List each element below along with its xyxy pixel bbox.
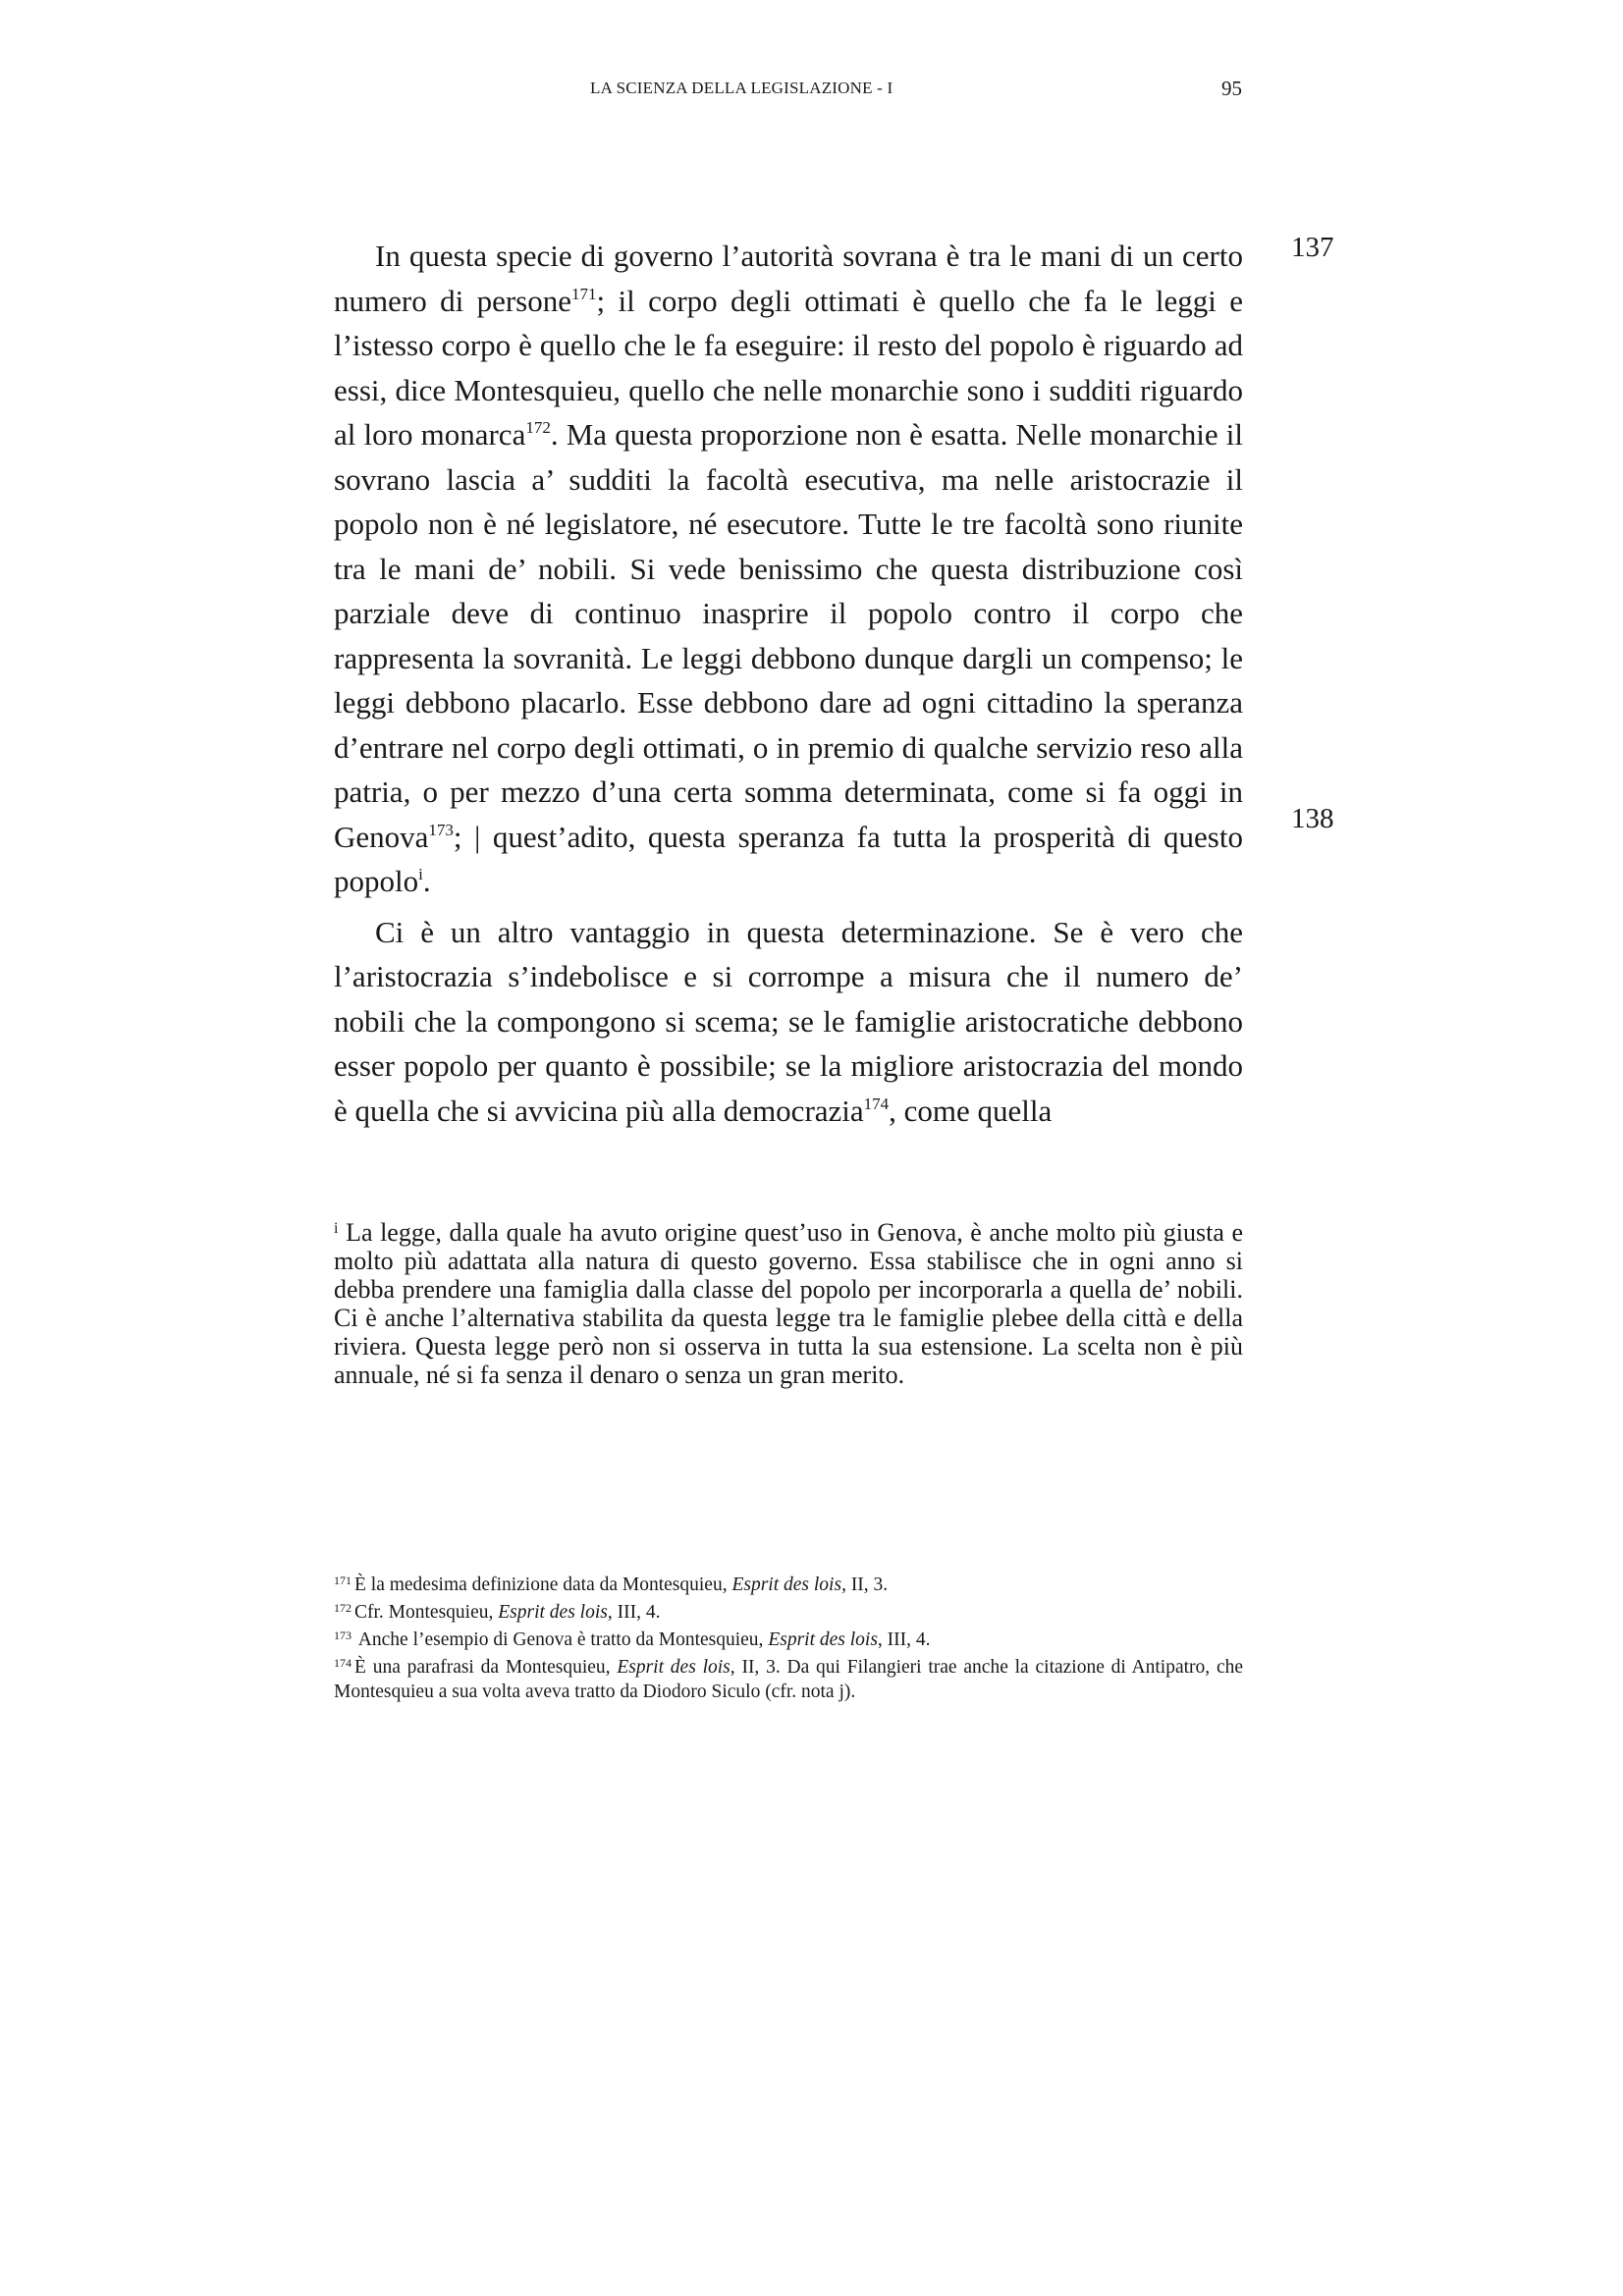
footnote-number: 173 xyxy=(334,1629,352,1642)
text-run: Ci è un altro vantaggio in questa determinazione. Se è vero che l’aristocrazia s’indebolisce e si corrompe a misura che il numero de’ nobili che la compongono si scema; se le famiglie aristocratiche debbono esser popolo per quanto è possibile; se la migliore aristocrazia del mondo è quella che si avvicina più alla democrazia xyxy=(334,914,1243,1128)
footnote-173 xyxy=(334,1628,1243,1652)
margin-number-137: 137 xyxy=(1291,232,1334,263)
footnote-text: , II, 3. xyxy=(841,1575,889,1595)
footnote-text: , II, 3. Da qui Filangieri trae anche la citazione di Antipatro, che Montesquieu a sua volta aveva tratto da Diodoro Siculo (cfr. nota j). xyxy=(334,1657,1244,1702)
footnote-number: 172 xyxy=(334,1601,352,1615)
footnote-174 xyxy=(334,1655,1243,1704)
footnote-ref-174[interactable]: 174 xyxy=(863,1094,890,1113)
work-title: Esprit des lois xyxy=(768,1629,878,1650)
footnote-172 xyxy=(334,1600,1243,1625)
text-run: . xyxy=(422,864,431,898)
footnote-text: Cfr. Montesquieu, xyxy=(354,1602,499,1623)
footnote-text: È una parafrasi da Montesquieu, xyxy=(354,1657,618,1678)
footnote-ref-172[interactable]: 172 xyxy=(525,418,551,437)
footnote-ref-173[interactable]: 173 xyxy=(428,820,454,839)
text-run: ; | quest’adito, questa speranza fa tutta la prosperità di questo popolo xyxy=(334,819,1243,898)
author-note-text: La legge, dalla quale ha avuto origine quest’uso in Genova, è anche molto più giusta e molto più adattata alla natura di questo governo. Essa stabilisce che in ogni anno si debba prendere una famiglia dalla classe del popolo per incorporarla a quella de’ nobili. Ci è anche l’alternativa stabilita da questa legge tra le famiglie plebee della città e della riviera. Questa legge però non si osserva in tutta la sua estensione. La scelta non è più annuale, né si fa senza il denaro o senza un gran merito. xyxy=(334,1218,1244,1389)
page-number: 95 xyxy=(1221,77,1242,100)
running-header: LA SCIENZA DELLA LEGISLAZIONE - I xyxy=(590,79,893,97)
work-title: Esprit des lois xyxy=(731,1575,842,1595)
footnote-number: 174 xyxy=(334,1656,352,1670)
footnote-text: Anche l’esempio di Genova è tratto da Montesquieu, xyxy=(354,1629,769,1650)
text-run: In questa specie di governo l’autorità sovrana è tra le mani di un certo numero di persone xyxy=(334,239,1243,318)
footnotes xyxy=(334,1573,1243,1707)
paragraph-1 xyxy=(334,234,1243,904)
footnote-171 xyxy=(334,1573,1243,1597)
author-note xyxy=(334,1218,1243,1389)
work-title: Esprit des lois xyxy=(498,1602,608,1623)
text-run: . Ma questa proporzione non è esatta. Nelle monarchie il sovrano lascia a’ sudditi la facoltà esecutiva, ma nelle aristocrazie il popolo non è né legislatore, né esecutore. Tutte le tre facoltà sono riunite tra le mani de’ nobili. Si vede benissimo che questa distribuzione così parziale deve di continuo inasprire il popolo contro il corpo che rappresenta la sovranità. Le leggi debbono dunque dargli un compenso; le leggi debbono placarlo. Esse debbono dare ad ogni cittadino la speranza d’entrare nel corpo degli ottimati, o in premio di qualche servizio reso alla patria, o per mezzo d’una certa somma determinata, come si fa oggi in Genova xyxy=(334,417,1243,854)
main-text xyxy=(334,234,1243,1139)
author-note-ref[interactable]: i xyxy=(418,865,423,883)
footnote-ref-171[interactable]: 171 xyxy=(570,284,597,303)
paragraph-2 xyxy=(334,910,1243,1134)
author-note-mark: i xyxy=(334,1220,339,1237)
footnote-text: , III, 4. xyxy=(607,1602,661,1623)
footnote-number: 171 xyxy=(334,1574,352,1587)
footnote-text: , III, 4. xyxy=(877,1629,931,1650)
margin-number-138: 138 xyxy=(1291,803,1334,834)
work-title: Esprit des lois xyxy=(617,1657,730,1678)
text-run: , come quella xyxy=(889,1093,1053,1128)
text-run: ; il corpo degli ottimati è quello che fa le leggi e l’istesso corpo è quello che le fa eseguire: il resto del popolo è riguardo ad essi, dice Montesquieu, quello che nelle monarchie sono i sudditi riguardo al loro monarca xyxy=(334,283,1243,452)
footnote-text: È la medesima definizione data da Montesquieu, xyxy=(354,1575,732,1595)
